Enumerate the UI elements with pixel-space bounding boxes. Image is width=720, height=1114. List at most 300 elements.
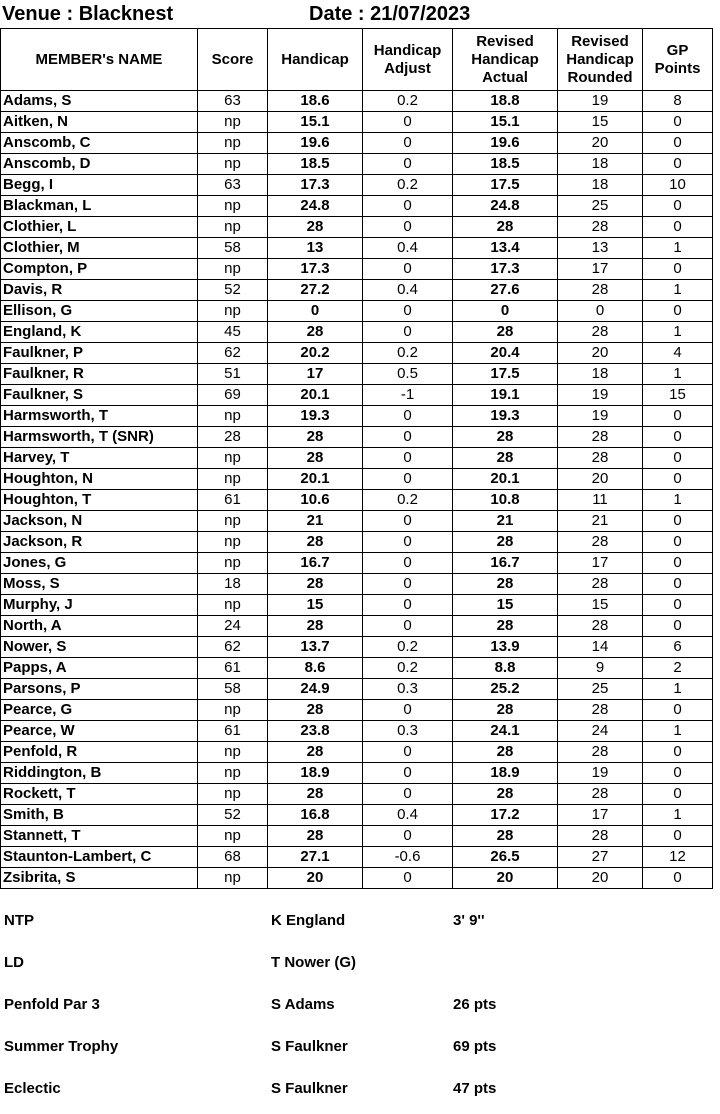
score-cell: np (198, 511, 268, 532)
gp-points-cell: 1 (643, 322, 713, 343)
member-name-cell: Blackman, L (1, 196, 198, 217)
col-header-score: Score (198, 29, 268, 91)
handicap-cell: 28 (268, 784, 363, 805)
score-cell: 61 (198, 721, 268, 742)
revised-actual-cell: 28 (453, 826, 558, 847)
revised-rounded-cell: 18 (558, 364, 643, 385)
table-row (1, 196, 713, 217)
member-name-cell: Houghton, N (1, 469, 198, 490)
score-cell: np (198, 469, 268, 490)
gp-points-cell: 12 (643, 847, 713, 868)
revised-rounded-cell: 19 (558, 763, 643, 784)
score-cell: 51 (198, 364, 268, 385)
revised-actual-cell: 16.7 (453, 553, 558, 574)
score-cell: 63 (198, 175, 268, 196)
score-cell: np (198, 406, 268, 427)
handicap-adjust-cell: 0.3 (363, 679, 453, 700)
col-header-revised-handicap-actual: Revised Handicap Actual (453, 29, 558, 91)
handicap-cell: 28 (268, 448, 363, 469)
score-cell: np (198, 553, 268, 574)
member-name-cell: Riddington, B (1, 763, 198, 784)
member-name-cell: Faulkner, R (1, 364, 198, 385)
member-name-cell: Adams, S (1, 91, 198, 112)
handicap-cell: 28 (268, 532, 363, 553)
revised-rounded-cell: 28 (558, 280, 643, 301)
handicap-cell: 16.8 (268, 805, 363, 826)
revised-actual-cell: 20.4 (453, 343, 558, 364)
handicap-cell: 27.1 (268, 847, 363, 868)
revised-rounded-cell: 9 (558, 658, 643, 679)
revised-rounded-cell: 28 (558, 784, 643, 805)
gp-points-cell: 1 (643, 805, 713, 826)
date-label: Date : 21/07/2023 (309, 3, 471, 25)
handicap-adjust-cell: 0.2 (363, 343, 453, 364)
award-result: 47 pts (453, 1080, 497, 1097)
revised-rounded-cell: 17 (558, 553, 643, 574)
score-cell: np (198, 700, 268, 721)
gp-points-cell: 2 (643, 658, 713, 679)
table-row (1, 805, 713, 826)
award-winner: S Adams (271, 996, 335, 1013)
handicap-adjust-cell: 0 (363, 259, 453, 280)
revised-actual-cell: 17.3 (453, 259, 558, 280)
member-name-cell: Ellison, G (1, 301, 198, 322)
revised-actual-cell: 20 (453, 868, 558, 889)
handicap-adjust-cell: 0 (363, 217, 453, 238)
gp-points-cell: 0 (643, 532, 713, 553)
handicap-cell: 20.1 (268, 385, 363, 406)
award-row (0, 942, 720, 984)
revised-actual-cell: 28 (453, 784, 558, 805)
revised-actual-cell: 28 (453, 532, 558, 553)
revised-rounded-cell: 28 (558, 322, 643, 343)
revised-rounded-cell: 28 (558, 742, 643, 763)
handicap-cell: 20.1 (268, 469, 363, 490)
gp-points-cell: 0 (643, 742, 713, 763)
handicap-cell: 18.6 (268, 91, 363, 112)
revised-rounded-cell: 17 (558, 259, 643, 280)
revised-actual-cell: 28 (453, 448, 558, 469)
handicap-adjust-cell: 0 (363, 700, 453, 721)
table-row (1, 385, 713, 406)
member-name-cell: Harvey, T (1, 448, 198, 469)
handicap-cell: 15 (268, 595, 363, 616)
revised-actual-cell: 19.6 (453, 133, 558, 154)
revised-rounded-cell: 15 (558, 595, 643, 616)
table-row (1, 217, 713, 238)
table-row (1, 742, 713, 763)
table-header-row (1, 29, 713, 91)
gp-points-cell: 1 (643, 364, 713, 385)
revised-rounded-cell: 19 (558, 406, 643, 427)
handicap-adjust-cell: 0.2 (363, 91, 453, 112)
revised-actual-cell: 20.1 (453, 469, 558, 490)
revised-actual-cell: 0 (453, 301, 558, 322)
score-cell: np (198, 217, 268, 238)
col-header-handicap: Handicap (268, 29, 363, 91)
revised-actual-cell: 27.6 (453, 280, 558, 301)
member-name-cell: Smith, B (1, 805, 198, 826)
revised-actual-cell: 25.2 (453, 679, 558, 700)
handicap-cell: 17 (268, 364, 363, 385)
handicap-cell: 21 (268, 511, 363, 532)
handicap-adjust-cell: 0 (363, 532, 453, 553)
member-name-cell: North, A (1, 616, 198, 637)
award-winner: T Nower (G) (271, 954, 356, 971)
revised-rounded-cell: 28 (558, 616, 643, 637)
gp-points-cell: 0 (643, 868, 713, 889)
revised-rounded-cell: 28 (558, 532, 643, 553)
score-cell: np (198, 763, 268, 784)
handicap-cell: 10.6 (268, 490, 363, 511)
revised-actual-cell: 24.8 (453, 196, 558, 217)
revised-actual-cell: 15 (453, 595, 558, 616)
revised-actual-cell: 13.9 (453, 637, 558, 658)
handicap-cell: 28 (268, 427, 363, 448)
table-row (1, 826, 713, 847)
score-cell: np (198, 595, 268, 616)
gp-points-cell: 0 (643, 700, 713, 721)
revised-actual-cell: 28 (453, 322, 558, 343)
handicap-adjust-cell: 0 (363, 469, 453, 490)
handicap-adjust-cell: -0.6 (363, 847, 453, 868)
revised-actual-cell: 15.1 (453, 112, 558, 133)
handicap-adjust-cell: 0.2 (363, 637, 453, 658)
handicap-cell: 19.3 (268, 406, 363, 427)
score-cell: 52 (198, 805, 268, 826)
member-name-cell: Faulkner, S (1, 385, 198, 406)
member-name-cell: Jones, G (1, 553, 198, 574)
revised-actual-cell: 18.8 (453, 91, 558, 112)
gp-points-cell: 1 (643, 280, 713, 301)
revised-rounded-cell: 20 (558, 133, 643, 154)
gp-points-cell: 0 (643, 763, 713, 784)
gp-points-cell: 0 (643, 301, 713, 322)
handicap-cell: 0 (268, 301, 363, 322)
revised-actual-cell: 19.3 (453, 406, 558, 427)
member-name-cell: Houghton, T (1, 490, 198, 511)
award-winner: K England (271, 912, 346, 929)
col-header-gp-points: GP Points (643, 29, 713, 91)
revised-actual-cell: 28 (453, 742, 558, 763)
member-name-cell: Harmsworth, T (SNR) (1, 427, 198, 448)
gp-points-cell: 10 (643, 175, 713, 196)
score-cell: 62 (198, 637, 268, 658)
handicap-cell: 15.1 (268, 112, 363, 133)
award-row (0, 1068, 720, 1110)
revised-rounded-cell: 19 (558, 385, 643, 406)
revised-rounded-cell: 28 (558, 574, 643, 595)
gp-points-cell: 0 (643, 406, 713, 427)
revised-rounded-cell: 0 (558, 301, 643, 322)
member-name-cell: Zsibrita, S (1, 868, 198, 889)
member-name-cell: Aitken, N (1, 112, 198, 133)
gp-points-cell: 1 (643, 721, 713, 742)
member-name-cell: Murphy, J (1, 595, 198, 616)
col-header-member-name: MEMBER's NAME (1, 29, 198, 91)
gp-points-cell: 0 (643, 826, 713, 847)
handicap-cell: 17.3 (268, 259, 363, 280)
handicap-adjust-cell: 0 (363, 574, 453, 595)
table-row (1, 364, 713, 385)
handicap-adjust-cell: 0 (363, 196, 453, 217)
table-row (1, 280, 713, 301)
member-name-cell: Jackson, R (1, 532, 198, 553)
revised-rounded-cell: 25 (558, 679, 643, 700)
revised-actual-cell: 10.8 (453, 490, 558, 511)
member-name-cell: Harmsworth, T (1, 406, 198, 427)
handicap-adjust-cell: 0 (363, 868, 453, 889)
gp-points-cell: 1 (643, 490, 713, 511)
revised-actual-cell: 13.4 (453, 238, 558, 259)
member-name-cell: Moss, S (1, 574, 198, 595)
score-cell: np (198, 154, 268, 175)
revised-actual-cell: 26.5 (453, 847, 558, 868)
gp-points-cell: 0 (643, 511, 713, 532)
member-name-cell: Rockett, T (1, 784, 198, 805)
member-name-cell: Faulkner, P (1, 343, 198, 364)
handicap-adjust-cell: 0 (363, 154, 453, 175)
award-result: 3' 9'' (453, 912, 485, 929)
score-cell: np (198, 868, 268, 889)
table-row (1, 532, 713, 553)
score-cell: 58 (198, 679, 268, 700)
gp-points-cell: 8 (643, 91, 713, 112)
handicap-cell: 19.6 (268, 133, 363, 154)
score-cell: 63 (198, 91, 268, 112)
handicap-cell: 18.9 (268, 763, 363, 784)
table-row (1, 637, 713, 658)
gp-points-cell: 15 (643, 385, 713, 406)
handicap-cell: 28 (268, 574, 363, 595)
gp-points-cell: 0 (643, 133, 713, 154)
gp-points-cell: 0 (643, 616, 713, 637)
handicap-adjust-cell: 0 (363, 763, 453, 784)
revised-rounded-cell: 28 (558, 217, 643, 238)
col-header-handicap-adjust: Handicap Adjust (363, 29, 453, 91)
gp-points-cell: 0 (643, 553, 713, 574)
handicap-adjust-cell: 0 (363, 616, 453, 637)
awards-section (0, 900, 720, 1110)
member-name-cell: Pearce, G (1, 700, 198, 721)
revised-actual-cell: 24.1 (453, 721, 558, 742)
revised-actual-cell: 19.1 (453, 385, 558, 406)
gp-points-cell: 0 (643, 784, 713, 805)
handicap-adjust-cell: 0.5 (363, 364, 453, 385)
handicap-cell: 13 (268, 238, 363, 259)
revised-rounded-cell: 20 (558, 469, 643, 490)
revised-rounded-cell: 20 (558, 868, 643, 889)
handicap-adjust-cell: 0.4 (363, 280, 453, 301)
handicap-cell: 28 (268, 826, 363, 847)
gp-points-cell: 0 (643, 448, 713, 469)
score-cell: 18 (198, 574, 268, 595)
member-name-cell: Compton, P (1, 259, 198, 280)
gp-points-cell: 0 (643, 427, 713, 448)
table-row (1, 763, 713, 784)
handicap-adjust-cell: 0.2 (363, 658, 453, 679)
table-row (1, 448, 713, 469)
award-winner: S Faulkner (271, 1080, 348, 1097)
table-row (1, 574, 713, 595)
table-row (1, 511, 713, 532)
score-cell: 62 (198, 343, 268, 364)
handicap-adjust-cell: 0 (363, 448, 453, 469)
venue-label: Venue : Blacknest (2, 3, 174, 25)
results-body (1, 91, 713, 889)
member-name-cell: Penfold, R (1, 742, 198, 763)
handicap-cell: 8.6 (268, 658, 363, 679)
handicap-adjust-cell: 0 (363, 742, 453, 763)
gp-points-cell: 4 (643, 343, 713, 364)
handicap-cell: 28 (268, 700, 363, 721)
award-name: NTP (4, 912, 34, 929)
gp-points-cell: 0 (643, 217, 713, 238)
score-cell: np (198, 112, 268, 133)
table-row (1, 322, 713, 343)
revised-actual-cell: 18.5 (453, 154, 558, 175)
handicap-cell: 18.5 (268, 154, 363, 175)
handicap-cell: 23.8 (268, 721, 363, 742)
member-name-cell: Jackson, N (1, 511, 198, 532)
revised-rounded-cell: 14 (558, 637, 643, 658)
revised-actual-cell: 28 (453, 616, 558, 637)
handicap-cell: 28 (268, 322, 363, 343)
award-result: 26 pts (453, 996, 497, 1013)
member-name-cell: Staunton-Lambert, C (1, 847, 198, 868)
member-name-cell: Clothier, M (1, 238, 198, 259)
score-cell: np (198, 826, 268, 847)
revised-rounded-cell: 19 (558, 91, 643, 112)
handicap-adjust-cell: 0 (363, 427, 453, 448)
page-header (0, 2, 720, 28)
gp-points-cell: 0 (643, 595, 713, 616)
score-cell: 69 (198, 385, 268, 406)
handicap-cell: 28 (268, 616, 363, 637)
revised-rounded-cell: 28 (558, 427, 643, 448)
handicap-adjust-cell: 0 (363, 595, 453, 616)
handicap-cell: 27.2 (268, 280, 363, 301)
handicap-adjust-cell: 0 (363, 406, 453, 427)
score-cell: np (198, 784, 268, 805)
revised-actual-cell: 17.2 (453, 805, 558, 826)
member-name-cell: Anscomb, D (1, 154, 198, 175)
table-row (1, 175, 713, 196)
table-row (1, 679, 713, 700)
handicap-cell: 20 (268, 868, 363, 889)
score-cell: 45 (198, 322, 268, 343)
revised-rounded-cell: 20 (558, 343, 643, 364)
award-result: 69 pts (453, 1038, 497, 1055)
score-cell: np (198, 259, 268, 280)
handicap-adjust-cell: 0 (363, 112, 453, 133)
score-cell: np (198, 532, 268, 553)
revised-actual-cell: 18.9 (453, 763, 558, 784)
revised-actual-cell: 28 (453, 574, 558, 595)
member-name-cell: Parsons, P (1, 679, 198, 700)
revised-rounded-cell: 18 (558, 175, 643, 196)
gp-points-cell: 0 (643, 469, 713, 490)
member-name-cell: Anscomb, C (1, 133, 198, 154)
revised-actual-cell: 17.5 (453, 175, 558, 196)
revised-actual-cell: 28 (453, 217, 558, 238)
award-name: Penfold Par 3 (4, 996, 100, 1013)
gp-points-cell: 6 (643, 637, 713, 658)
revised-rounded-cell: 27 (558, 847, 643, 868)
handicap-cell: 28 (268, 217, 363, 238)
revised-rounded-cell: 21 (558, 511, 643, 532)
member-name-cell: Stannett, T (1, 826, 198, 847)
table-row (1, 490, 713, 511)
handicap-cell: 28 (268, 742, 363, 763)
table-row (1, 784, 713, 805)
award-name: Eclectic (4, 1080, 61, 1097)
table-row (1, 238, 713, 259)
revised-rounded-cell: 25 (558, 196, 643, 217)
revised-rounded-cell: 28 (558, 826, 643, 847)
table-row (1, 658, 713, 679)
score-cell: 24 (198, 616, 268, 637)
col-header-revised-handicap-rounded: Revised Handicap Rounded (558, 29, 643, 91)
gp-points-cell: 0 (643, 112, 713, 133)
gp-points-cell: 0 (643, 574, 713, 595)
handicap-adjust-cell: 0 (363, 322, 453, 343)
gp-points-cell: 0 (643, 259, 713, 280)
member-name-cell: Papps, A (1, 658, 198, 679)
table-row (1, 721, 713, 742)
handicap-adjust-cell: 0 (363, 784, 453, 805)
award-row (0, 984, 720, 1026)
table-row (1, 91, 713, 112)
score-cell: 28 (198, 427, 268, 448)
table-row (1, 259, 713, 280)
member-name-cell: Nower, S (1, 637, 198, 658)
table-row (1, 616, 713, 637)
table-row (1, 469, 713, 490)
score-cell: 68 (198, 847, 268, 868)
member-name-cell: England, K (1, 322, 198, 343)
revised-actual-cell: 17.5 (453, 364, 558, 385)
revised-actual-cell: 28 (453, 700, 558, 721)
score-cell: 58 (198, 238, 268, 259)
handicap-cell: 16.7 (268, 553, 363, 574)
handicap-cell: 20.2 (268, 343, 363, 364)
revised-actual-cell: 21 (453, 511, 558, 532)
gp-points-cell: 0 (643, 196, 713, 217)
revised-rounded-cell: 28 (558, 448, 643, 469)
member-name-cell: Begg, I (1, 175, 198, 196)
table-row (1, 343, 713, 364)
gp-points-cell: 0 (643, 154, 713, 175)
handicap-adjust-cell: 0 (363, 826, 453, 847)
table-row (1, 595, 713, 616)
revised-rounded-cell: 17 (558, 805, 643, 826)
revised-actual-cell: 28 (453, 427, 558, 448)
revised-rounded-cell: 15 (558, 112, 643, 133)
handicap-cell: 13.7 (268, 637, 363, 658)
table-row (1, 133, 713, 154)
revised-rounded-cell: 28 (558, 700, 643, 721)
table-row (1, 301, 713, 322)
gp-points-cell: 1 (643, 238, 713, 259)
handicap-adjust-cell: 0.3 (363, 721, 453, 742)
handicap-adjust-cell: 0.2 (363, 490, 453, 511)
score-cell: np (198, 301, 268, 322)
table-row (1, 112, 713, 133)
score-cell: np (198, 133, 268, 154)
table-row (1, 700, 713, 721)
table-row (1, 847, 713, 868)
